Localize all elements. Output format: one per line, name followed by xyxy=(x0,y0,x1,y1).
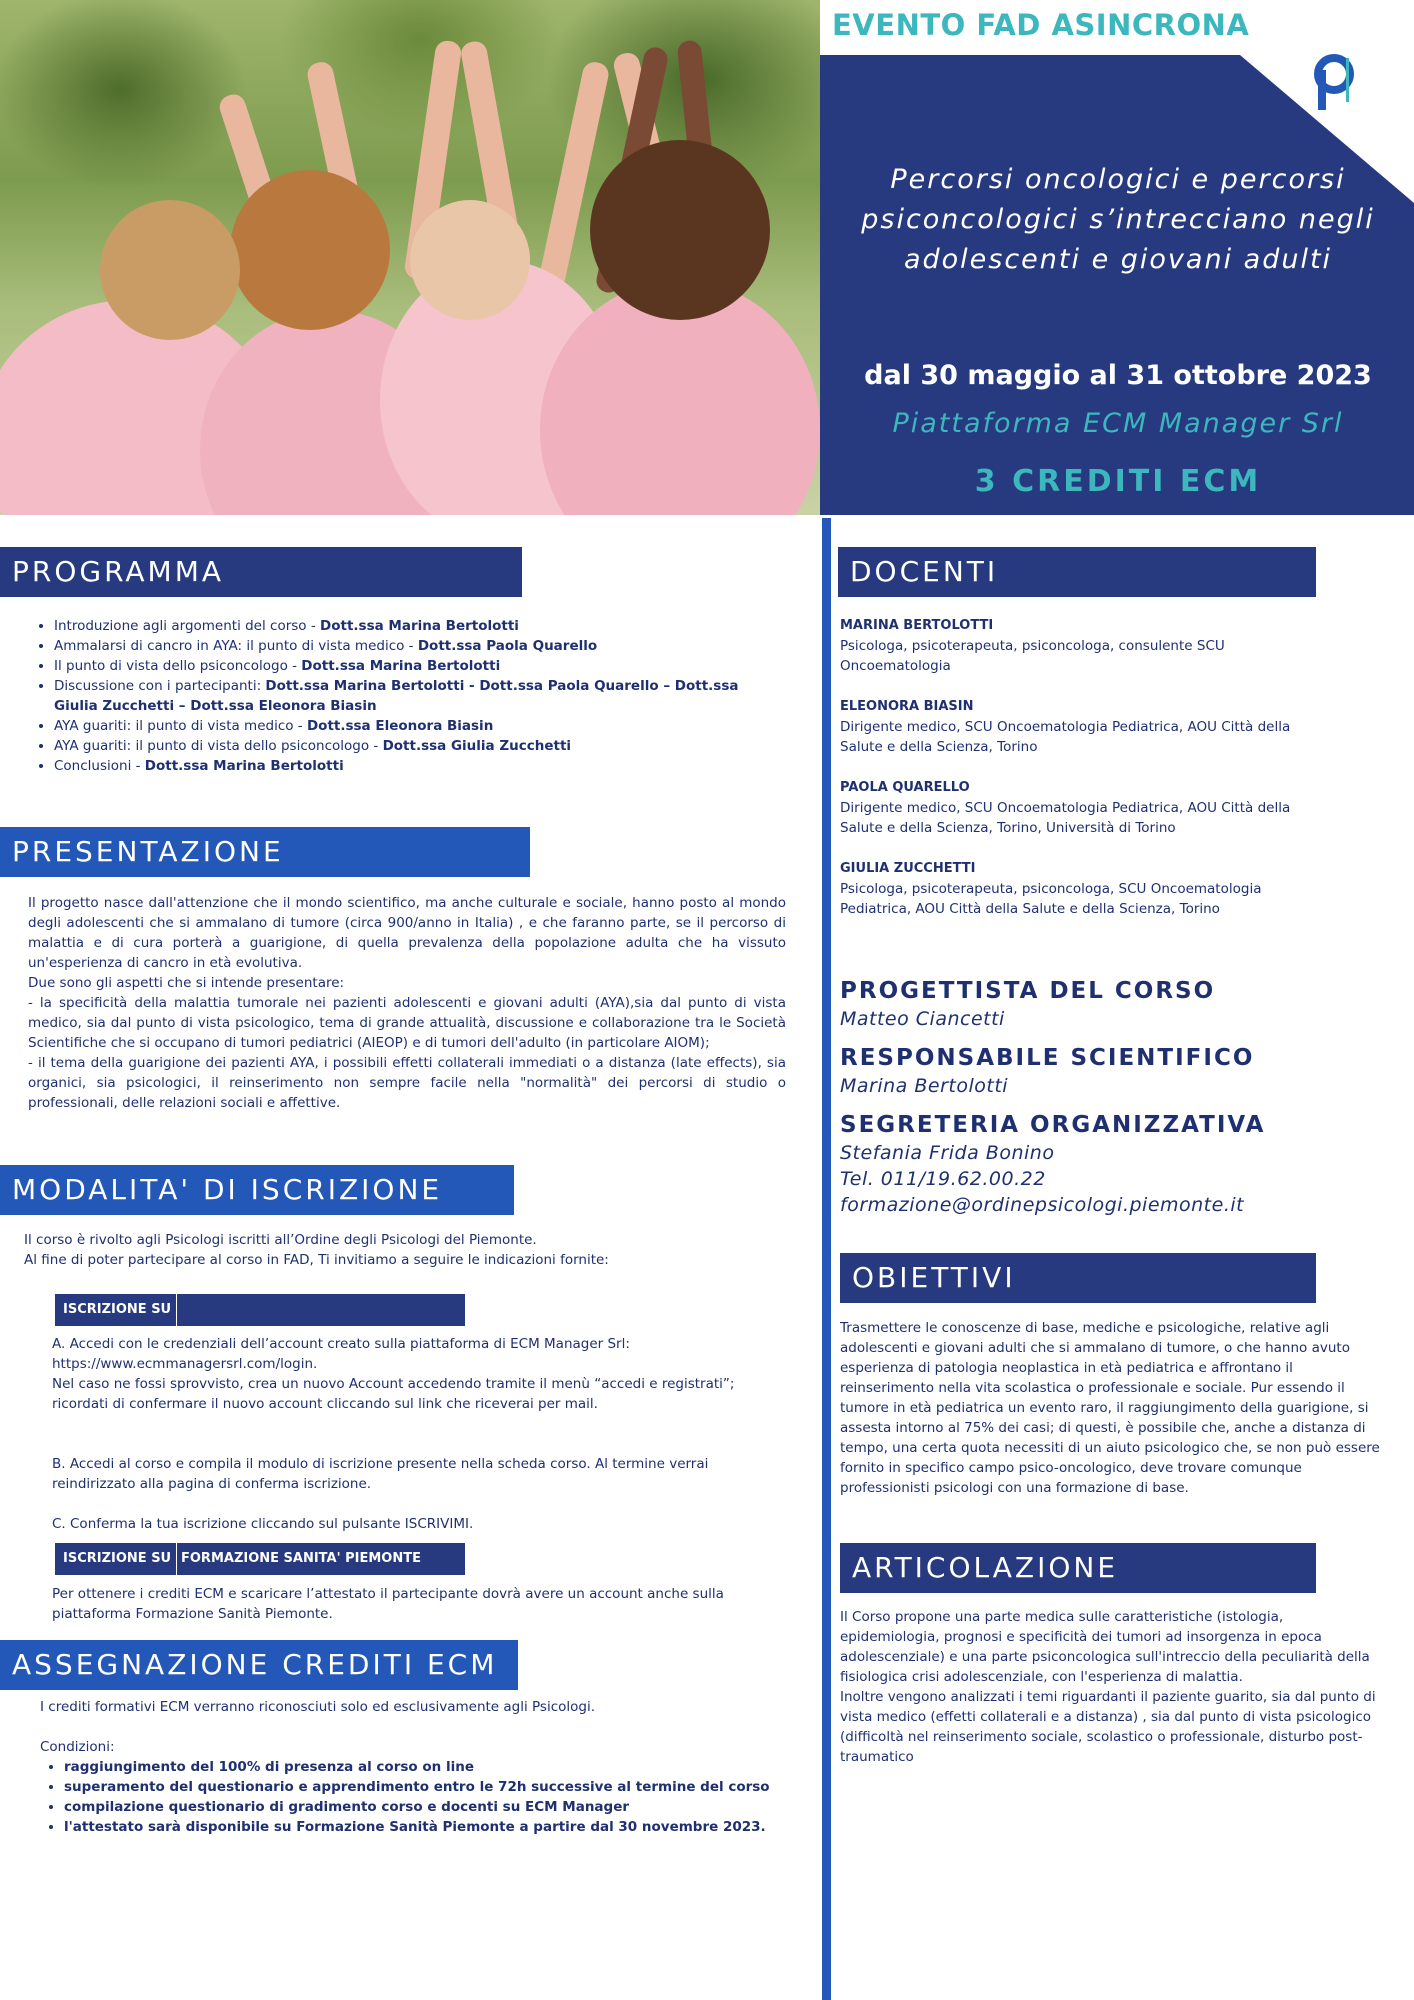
step-a-line: A. Accedi con le credenziali dell’account creato sulla piattaforma di ECM Manager Srl: xyxy=(52,1336,630,1352)
condition-item: • superamento del questionario e apprendimento entro le 72h successive al termine del corso xyxy=(64,1777,782,1797)
iscrizione-bar-ecm xyxy=(55,1294,465,1326)
iscrizione-step-c: C. Conferma la tua iscrizione cliccando sul pulsante ISCRIVIMI. xyxy=(52,1516,474,1532)
docente-name: ELEONORA BIASIN xyxy=(840,699,974,714)
segreteria-heading: SEGRETERIA ORGANIZZATIVA xyxy=(840,1112,1266,1138)
programma-topic: Discussione con i partecipanti: xyxy=(54,678,266,694)
programma-speaker: Dott.ssa Marina Bertolotti xyxy=(301,658,501,674)
iscrizione-final: Per ottenere i crediti ECM e scaricare l’attestato il partecipante dovrà avere un account anche sulla piattaforma Formazione Sanità Piemonte. xyxy=(52,1586,724,1622)
iscrizione-intro-line: Il corso è rivolto agli Psicologi iscritti all’Ordine degli Psicologi del Piemonte. xyxy=(24,1232,537,1248)
programma-topic: Introduzione agli argomenti del corso - xyxy=(54,618,321,634)
docenti-list xyxy=(840,616,1310,940)
section-header-programma: PROGRAMMA xyxy=(0,547,522,597)
step-a-line: ricordati di confermare il nuovo account cliccando sul link che riceverai per mail. xyxy=(52,1396,598,1412)
condition-item: • l'attestato sarà disponibile su Formazione Sanità Piemonte a partire dal 30 novembre 2023. xyxy=(64,1817,782,1837)
conditions-list xyxy=(42,1757,782,1837)
programma-topic: AYA guariti: il punto di vista medico - xyxy=(54,718,307,734)
presentazione-paragraph: - la specificità della malattia tumorale nei pazienti adolescenti e giovani adulti (AYA),sia dal punto di vista medico, sia dal punto di vista psicologico, tema di grande attualità, discussione e collaborazione tra le Società Scientifiche che si occupano di tumori pediatrici (AIEOP) e di tumori dell'adulto (in particolare AIOM); xyxy=(28,995,786,1051)
ecm-login-link[interactable]: https://www.ecmmanagersrl.com/login. xyxy=(52,1356,318,1372)
iscrizione-intro-line: Al fine di poter partecipare al corso in FAD, Ti invitiamo a seguire le indicazioni fornite: xyxy=(24,1252,609,1268)
docente-name: GIULIA ZUCCHETTI xyxy=(840,861,976,876)
iscrizione-bar-label: ISCRIZIONE SU xyxy=(55,1294,177,1326)
condition-item: • raggiungimento del 100% di presenza al corso on line xyxy=(64,1757,782,1777)
programma-topic: Ammalarsi di cancro in AYA: il punto di vista medico - xyxy=(54,638,418,654)
event-type-label: EVENTO FAD ASINCRONA xyxy=(832,8,1250,42)
progettista-name: Matteo Ciancetti xyxy=(840,1008,1005,1030)
section-header-presentazione: PRESENTAZIONE xyxy=(0,827,530,877)
programma-item xyxy=(54,716,784,736)
conditions-label: Condizioni: xyxy=(40,1739,115,1755)
programma-item xyxy=(54,676,784,716)
programma-speaker: Dott.ssa Eleonora Biasin xyxy=(306,718,494,734)
docente-name: MARINA BERTOLOTTI xyxy=(840,618,994,633)
programma-item xyxy=(54,656,784,676)
iscrizione-bar-fsp xyxy=(55,1543,465,1575)
presentazione-paragraph: Il progetto nasce dall'attenzione che il mondo scientifico, ma anche culturale e sociale, hanno posto al mondo degli adolescenti che si ammalano di tumore (circa 900/anno in Italia) , e che faranno parte, se il percorso di malattia e di cura porterà a guarigione, di quella prevalenza della popolazione adulta che ha vissuto un'esperienza di cancro in età evolutiva. xyxy=(28,895,786,971)
programma-list xyxy=(34,616,784,776)
iscrizione-intro xyxy=(24,1230,784,1270)
docente-role: Dirigente medico, SCU Oncoematologia Pediatrica, AOU Città della Salute e della Scienza, Torino xyxy=(840,719,1291,755)
programma-topic: Il punto di vista dello psiconcologo - xyxy=(54,658,302,674)
programma-item xyxy=(54,636,784,656)
presentazione-text xyxy=(28,893,786,1113)
docente-entry xyxy=(840,859,1310,919)
assegnazione-intro: I crediti formativi ECM verranno riconosciuti solo ed esclusivamente agli Psicologi. xyxy=(40,1699,596,1715)
docente-entry xyxy=(840,616,1310,676)
iscrizione-bar-value: FORMAZIONE SANITA' PIEMONTE xyxy=(181,1551,421,1566)
programma-speaker: Dott.ssa Marina Bertolotti xyxy=(144,758,344,774)
iscrizione-bar-label: ISCRIZIONE SU xyxy=(55,1543,177,1575)
articolazione-paragraph: Il Corso propone una parte medica sulle caratteristiche (istologia, epidemiologia, prognosi e specificità dei tumori ad insorgenza in epoca adolescenziale) e una parte psiconcologica sull'intreccio della peculiarità della fisiologica crisi adolescenziale, con l'esperienza di malattia. xyxy=(840,1609,1370,1685)
programma-speaker: Dott.ssa Marina Bertolotti - Dott.ssa Paola Quarello – Dott.ssa Giulia Zucchetti – Dott.ssa Eleonora Biasin xyxy=(54,678,739,714)
presentazione-paragraph: - il tema della guarigione dei pazienti AYA, i possibili effetti collaterali immediati o a distanza (late effects), sia organici, sia psicologici, il reinserimento non sempre facile nella "normalità" dei percorsi di studio o professionali, delle relazioni sociali e affettive. xyxy=(28,1055,786,1111)
section-header-docenti: DOCENTI xyxy=(838,547,1316,597)
articolazione-text xyxy=(840,1607,1380,1767)
hero-photo xyxy=(0,0,820,515)
docente-entry xyxy=(840,697,1310,757)
programma-speaker: Dott.ssa Giulia Zucchetti xyxy=(382,738,572,754)
segreteria-email-link[interactable]: formazione@ordinepsicologi.piemonte.it xyxy=(840,1194,1245,1216)
segreteria-name: Stefania Frida Bonino xyxy=(840,1142,1055,1164)
section-header-iscrizione: MODALITA' DI ISCRIZIONE xyxy=(0,1165,514,1215)
presentazione-paragraph: Due sono gli aspetti che si intende presentare: xyxy=(28,975,345,991)
docente-name: PAOLA QUARELLO xyxy=(840,780,970,795)
ordine-psicologi-logo xyxy=(1306,52,1406,112)
progettista-heading: PROGETTISTA DEL CORSO xyxy=(840,978,1216,1004)
programma-topic: AYA guariti: il punto di vista dello psiconcologo - xyxy=(54,738,383,754)
docente-role: Dirigente medico, SCU Oncoematologia Pediatrica, AOU Città della Salute e della Scienza, Torino, Università di Torino xyxy=(840,800,1291,836)
programma-item xyxy=(54,616,784,636)
step-a-line: Nel caso ne fossi sprovvisto, crea un nuovo Account accedendo tramite il menù “accedi e registrati”; xyxy=(52,1376,735,1392)
programma-topic: Conclusioni - xyxy=(54,758,145,774)
docente-role: Psicologa, psicoterapeuta, psiconcologa, SCU Oncoematologia Pediatrica, AOU Città della Salute e della Scienza, Torino xyxy=(840,881,1262,917)
programma-item xyxy=(54,736,784,756)
docente-role: Psicologa, psicoterapeuta, psiconcologa, consulente SCU Oncoematologia xyxy=(840,638,1225,674)
ecm-credits: 3 CREDITI ECM xyxy=(974,464,1262,499)
segreteria-phone: Tel. 011/19.62.00.22 xyxy=(840,1168,1046,1190)
iscrizione-step-b: B. Accedi al corso e compila il modulo di iscrizione presente nella scheda corso. Al termine verrai reindirizzato alla pagina di conferma iscrizione. xyxy=(52,1456,709,1492)
responsabile-name: Marina Bertolotti xyxy=(840,1075,1009,1097)
section-header-articolazione: ARTICOLAZIONE xyxy=(840,1543,1316,1593)
course-dates: dal 30 maggio al 31 ottobre 2023 xyxy=(864,360,1372,391)
articolazione-paragraph: Inoltre vengono analizzati i temi riguardanti il paziente guarito, sia dal punto di vista medico (effetti collaterali e a distanza) , sia dal punto di vista psicologico (difficoltà nel reinserimento sociale, scolastico o professionale, disturbo post-traumatico xyxy=(840,1689,1376,1765)
course-platform: Piattaforma ECM Manager Srl xyxy=(892,408,1344,439)
course-title: Percorsi oncologici e percorsi psiconcologici s’intrecciano negli adolescenti e giovani adulti xyxy=(861,164,1375,275)
programma-item xyxy=(54,756,784,776)
column-divider xyxy=(822,518,831,2000)
docente-entry xyxy=(840,778,1310,838)
section-header-assegnazione: ASSEGNAZIONE CREDITI ECM xyxy=(0,1640,518,1690)
iscrizione-step-a xyxy=(52,1334,752,1414)
condition-item: • compilazione questionario di gradimento corso e docenti su ECM Manager xyxy=(64,1797,782,1817)
programma-speaker: Dott.ssa Paola Quarello xyxy=(417,638,598,654)
section-header-obiettivi: OBIETTIVI xyxy=(840,1253,1316,1303)
programma-speaker: Dott.ssa Marina Bertolotti xyxy=(320,618,519,634)
obiettivi-text: Trasmettere le conoscenze di base, mediche e psicologiche, relative agli adolescenti e giovani adulti che si ammalano di tumore, o che hanno avuto esperienza di patologia neoplastica in età pediatrica e affrontano il reinserimento nella vita scolastica o professionale e sociale. Pur essendo il tumore in età pediatrica un evento raro, il raggiungimento della guarigione, si assesta intorno al 75% dei casi; di questi, è possibile che, anche a distanza di tempo, una certa quota necessiti di un aiuto psicologico che, se non può essere fornito in specifico campo psico-oncologico, deve trovare comunque professionisti psicologi con una formazione di base. xyxy=(840,1320,1380,1496)
responsabile-heading: RESPONSABILE SCIENTIFICO xyxy=(840,1045,1255,1071)
